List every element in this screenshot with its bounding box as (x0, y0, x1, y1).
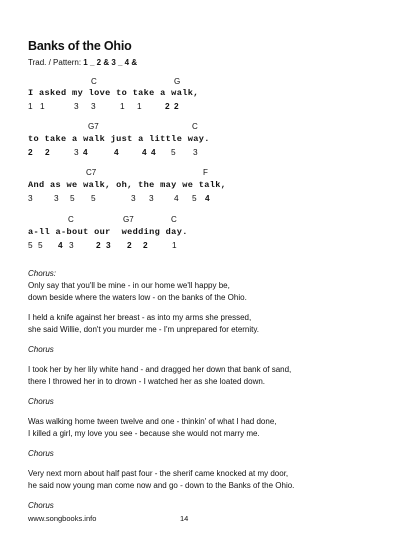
lyric-text: down beside where the waters low - on the banks of the Ohio. (28, 293, 247, 302)
tab-number: 1 (172, 240, 177, 250)
tab-number: 2 (174, 101, 179, 111)
chorus-marker: Chorus (28, 345, 54, 354)
strum-pattern (28, 58, 137, 67)
lyric-line: I asked my love to take a walk, (28, 88, 199, 98)
tab-number: 1 (28, 101, 33, 111)
tab-number: 2 (28, 147, 33, 157)
tab-number: 1 (137, 101, 142, 111)
tab-number: 3 (149, 193, 154, 203)
lyric-line: to take a walk just a little way. (28, 134, 210, 144)
chorus-marker: Chorus (28, 449, 54, 458)
tab-number: 1 (40, 101, 45, 111)
tab-number: 2 (96, 240, 101, 250)
chord-label: F (203, 168, 208, 177)
tab-number: 4 (58, 240, 63, 250)
lyric-text: there I throwed her in to drown - I watched her as she loated down. (28, 377, 266, 386)
tab-number: 4 (83, 147, 88, 157)
chord-label: C (171, 215, 177, 224)
pattern-value: 1 _ 2 & 3 _ 4 & (83, 58, 138, 67)
tab-number: 3 (54, 193, 59, 203)
footer-website: www.songbooks.info (28, 514, 97, 523)
tab-number: 3 (69, 240, 74, 250)
tab-number: 5 (28, 240, 33, 250)
tab-number: 5 (38, 240, 43, 250)
tab-number: 3 (74, 147, 79, 157)
chorus-marker: Chorus (28, 397, 54, 406)
lyric-line: a-ll a-bout our wedding day. (28, 227, 188, 237)
tab-number: 2 (165, 101, 170, 111)
tab-number: 4 (174, 193, 179, 203)
tab-number: 2 (143, 240, 148, 250)
tab-number: 3 (193, 147, 198, 157)
tab-number: 2 (127, 240, 132, 250)
tab-number: 2 (45, 147, 50, 157)
tab-number: 5 (70, 193, 75, 203)
lyric-text: I killed a girl, my love you see - because she would not marry me. (28, 429, 260, 438)
tab-number: 4 (151, 147, 156, 157)
chord-label: C (91, 77, 97, 86)
tab-number: 5 (91, 193, 96, 203)
tab-number: 4 (142, 147, 147, 157)
tab-number: 5 (171, 147, 176, 157)
chord-label: G (174, 77, 181, 86)
tab-number: 4 (114, 147, 119, 157)
lyric-text: I held a knife against her breast - as into my arms she pressed, (28, 313, 252, 322)
lyric-line: And as we walk, oh, the may we talk, (28, 180, 227, 190)
tab-number: 3 (91, 101, 96, 111)
tab-number: 3 (28, 193, 33, 203)
chord-label: C (192, 122, 198, 131)
lyric-text: I took her by her lily white hand - and dragged her down that bank of sand, (28, 365, 292, 374)
chord-label: G7 (88, 122, 99, 131)
chorus-heading: Chorus: (28, 269, 57, 278)
chord-label: C7 (86, 168, 97, 177)
page-number: 14 (180, 514, 189, 523)
pattern-label: Trad. / Pattern: (28, 58, 82, 67)
tab-number: 5 (192, 193, 197, 203)
tab-number: 3 (106, 240, 111, 250)
chord-label: G7 (123, 215, 134, 224)
chorus-marker: Chorus (28, 501, 54, 510)
lyric-text: he said now young man come now and go - down to the Banks of the Ohio. (28, 481, 295, 490)
tab-number: 3 (74, 101, 79, 111)
tab-number: 4 (205, 193, 210, 203)
lyric-text: she said Willie, don't you murder me - I'm unprepared for eternity. (28, 325, 260, 334)
tab-number: 1 (120, 101, 125, 111)
lyric-text: Was walking home tween twelve and one - thinkin' of what I had done, (28, 417, 277, 426)
chord-label: C (68, 215, 74, 224)
lyric-text: Only say that you'll be mine - in our home we'll happy be, (28, 281, 230, 290)
song-title: Banks of the Ohio (28, 39, 132, 53)
lyric-text: Very next morn about half past four - the sherif came knocked at my door, (28, 469, 289, 478)
tab-number: 3 (131, 193, 136, 203)
